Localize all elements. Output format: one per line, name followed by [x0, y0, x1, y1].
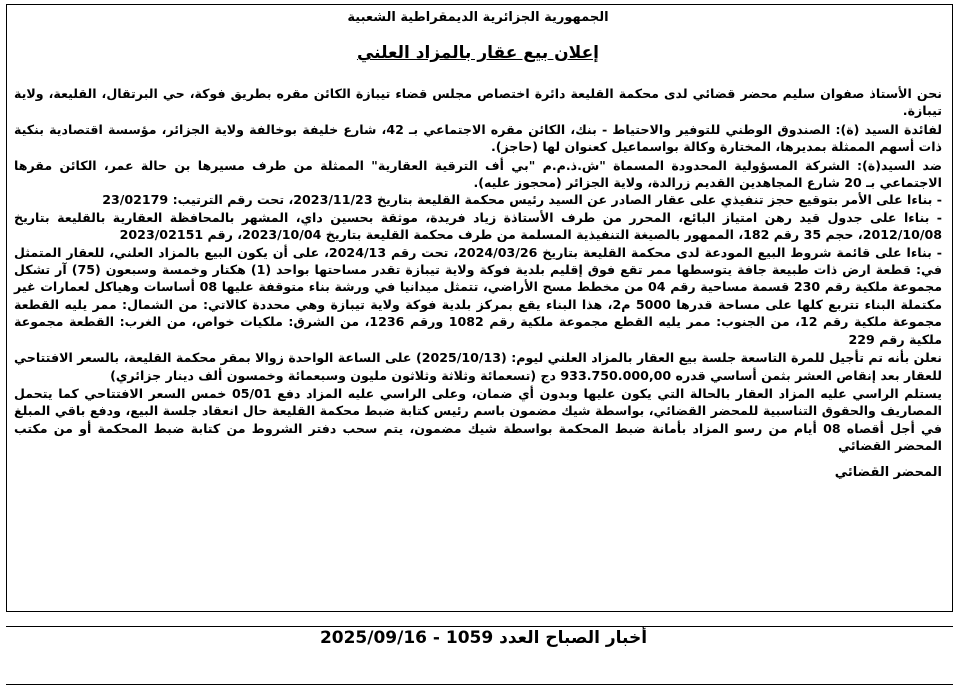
newspaper-footer: أخبار الصباح العدد 1059 - 2025/09/16 [319, 628, 648, 648]
signature: المحضر القضائي [834, 464, 942, 480]
paragraph-property: - بناءا على قائمة شروط البيع المودعة لدى محكمة القليعة بتاريخ 2024/03/26، تحت رقم 2024/13، على أن يكون البيع بالمزاد العلني، للعقار المتمثل في: قطعة ارض ذات طبيعة جافة يتوسطها ممر تقع فوق إقليم بلدية فوكة ولاية تيبازة تقدر مساحتها بواحد (1) هكتار وخمسة وسبعون (75) آر تشكل مجموعة ملكية رقم 230 قسمة مساحية رقم 04 من مخطط مسح الأراضي، تتمثل ميدانيا في ورشة بناء متوقفة عليها 08 أساسات وهياكل لعمارات غير مكتملة البناء تتربع كلها على مساحة قدرها 5000 م2، هذا البناء يقع بمركز بلدية فوكة ولاية تيبازة وهي محددة كالاتي: من الشمال: ممر يليه القطعة مجموعة ملكية رقم 12، من الجنوب: ممر يليه القطع مجموعة ملكية رقم 1082 ورقم 1236، من الشرق: ملكيات خواص، من الغرب: القطعة مجموعة ملكية رقم 229 [14, 244, 943, 347]
paragraph-auction-date: نعلن بأنه تم تأجيل للمرة التاسعة جلسة بيع العقار بالمزاد العلني ليوم: (2025/10/13) على الساعة الواحدة زوالا بمقر محكمة القليعة، بالسعر الافتتاحي للعقار بعد إنقاص العشر بثمن أساسي قدره 933.750.000,00 دج (تسعمائة وثلاثة وثلاثون مليون وسبعمائة وخمسون ألف دينار جزائري) [14, 350, 942, 383]
footer-divider [6, 626, 953, 627]
notice-title: إعلان بيع عقار بالمزاد العلني [356, 43, 600, 63]
notice [14, 10, 942, 480]
notice-body [14, 85, 942, 455]
paragraph-beneficiary: لفائدة السيد (ة): الصندوق الوطني للتوفير والاحتياط - بنك، الكائن مقره الاجتماعي بـ 42، شارع خليفة بوخالفة ولاية الجزائر، مؤسسة اقتصادية بنكية ذات أسهم الممثلة بمديرها، المختارة وكالة بواسماعيل كعنوان لها (حاجز). [14, 121, 942, 155]
republic-heading: الجمهورية الجزائرية الديمقراطية الشعبية [347, 10, 609, 25]
paragraph-debtor: ضد السيد(ة): الشركة المسؤولية المحدودة المسماة "ش.ذ.م.م "بي أف الترقية العقارية" الممثلة من طرف مسيرها بن حالة عمر، الكائن مقرها الاجتماعي بـ 20 شارع المجاهدين القديم زرالدة، ولاية الجزائر (محجوز عليه). [14, 157, 942, 191]
paragraph-conditions: يستلم الراسي عليه المزاد العقار بالحالة التي يكون عليها وبدون أي ضمان، وعلى الراسي عليه المزاد دفع 05/01 خمس السعر الافتتاحي كما يتحمل المصاريف والحقوق التناسبية للمحضر القضائي، بواسطة شيك مضمون باسم رئيس كتابة ضبط محكمة القليعة حال انعقاد جلسة البيع، ودفع باقي المبلغ في أجل أقصاه 08 أيام من رسو المزاد بأمانة ضبط المحكمة بواسطة شيك مضمون، يتم سحب دفتر الشروط من كتابة ضبط المحكمة أو من مكتب المحضر القضائي [14, 385, 942, 454]
bottom-divider [6, 684, 953, 685]
paragraph-lien: - بناءا على جدول قيد رهن امتياز البائع، المحرر من طرف الأستاذة زياد فريدة، موثقة بحسين داي، المشهر بالمحافظة العقارية بالقليعة بتاريخ 2012/10/08، حجم 35 رقم 182، الممهور بالصيغة التنفيذية المسلمة من طرف محكمة القليعة بتاريخ 2023/10/04، رقم 2023/02151 [14, 209, 942, 243]
paragraph-seizure-order: - بناءا على الأمر بتوقيع حجز تنفيذي على عقار الصادر عن السيد رئيس محكمة القليعة بتاريخ 2023/11/23، تحت رقم الترتيب: 23/02179 [102, 192, 942, 208]
paragraph-bailiff: نحن الأستاذ صفوان سليم محضر قضائي لدى محكمة القليعة دائرة اختصاص مجلس قضاء تيبازة الكائن مقره بطريق فوكة، حي البرتقال، القليعة، ولاية تيبازة. [14, 86, 942, 119]
